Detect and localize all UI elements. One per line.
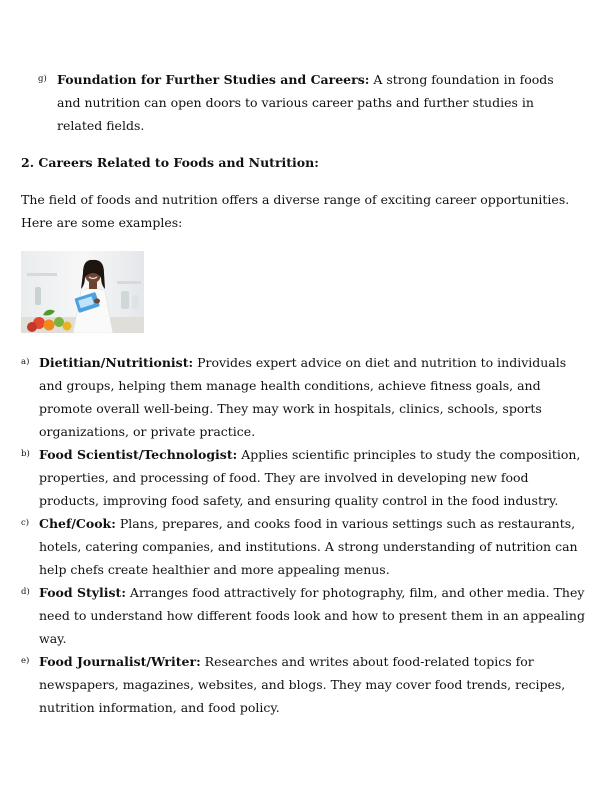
- list-item-title: Foundation for Further Studies and Careers:: [57, 72, 370, 87]
- list-item-body: Applies scientific principles to study the composition, properties, and processing of food. They are involved in developing new food products, improving food safety, and ensuring quality control in the food industry.: [39, 447, 581, 508]
- list-item-dietitian: [21, 351, 591, 443]
- list-item-text: [39, 443, 591, 512]
- list-marker: e): [21, 656, 30, 666]
- list-item-food-stylist: [21, 581, 591, 650]
- list-item-text: [39, 351, 591, 443]
- list-item-body: Provides expert advice on diet and nutrition to individuals and groups, helping them manage health conditions, achieve fitness goals, and promote overall well-being. They may work in hospitals, clinics, schools, sports organizations, or private practice.: [39, 355, 567, 439]
- list-item-text: [39, 512, 591, 581]
- list-item-body: Researches and writes about food-related topics for newspapers, magazines, websites, and blogs. They may cover food trends, recipes, nutrition information, and food policy.: [39, 654, 566, 715]
- list-item-food-scientist: [21, 443, 591, 512]
- list-marker: a): [21, 357, 30, 367]
- list-item-body: Plans, prepares, and cooks food in various settings such as restaurants, hotels, catering companies, and institutions. A strong understanding of nutrition can help chefs create healthier and more appealing menus.: [39, 516, 578, 577]
- list-item-body: Arranges food attractively for photography, film, and other media. They need to understand how different foods look and how to present them in an appealing way.: [39, 585, 585, 646]
- list-item-title: Food Journalist/Writer:: [39, 654, 201, 669]
- nutritionist-photo: [21, 251, 144, 333]
- list-item-text: [39, 581, 591, 650]
- list-item-food-journalist: [21, 650, 591, 719]
- list-item-text: [39, 650, 591, 719]
- list-marker: b): [21, 449, 30, 459]
- list-marker: d): [21, 587, 30, 597]
- list-item-title: Food Stylist:: [39, 585, 126, 600]
- list-item-text: [57, 68, 578, 137]
- list-item-title: Chef/Cook:: [39, 516, 116, 531]
- list-item-title: Dietitian/Nutritionist:: [39, 355, 194, 370]
- list-item-chef: [21, 512, 591, 581]
- list-marker: c): [21, 518, 30, 528]
- section-heading: 2. Careers Related to Foods and Nutrition:: [21, 155, 319, 170]
- list-item-foundation: [38, 68, 578, 137]
- list-item-title: Food Scientist/Technologist:: [39, 447, 238, 462]
- nutritionist-illustration: [21, 251, 144, 333]
- section-intro: The field of foods and nutrition offers a diverse range of exciting career opportunities. Here are some examples:: [21, 192, 570, 230]
- list-marker: g): [38, 74, 47, 84]
- list-item-body: A strong foundation in foods and nutrition can open doors to various career paths and further studies in related fields.: [57, 72, 554, 133]
